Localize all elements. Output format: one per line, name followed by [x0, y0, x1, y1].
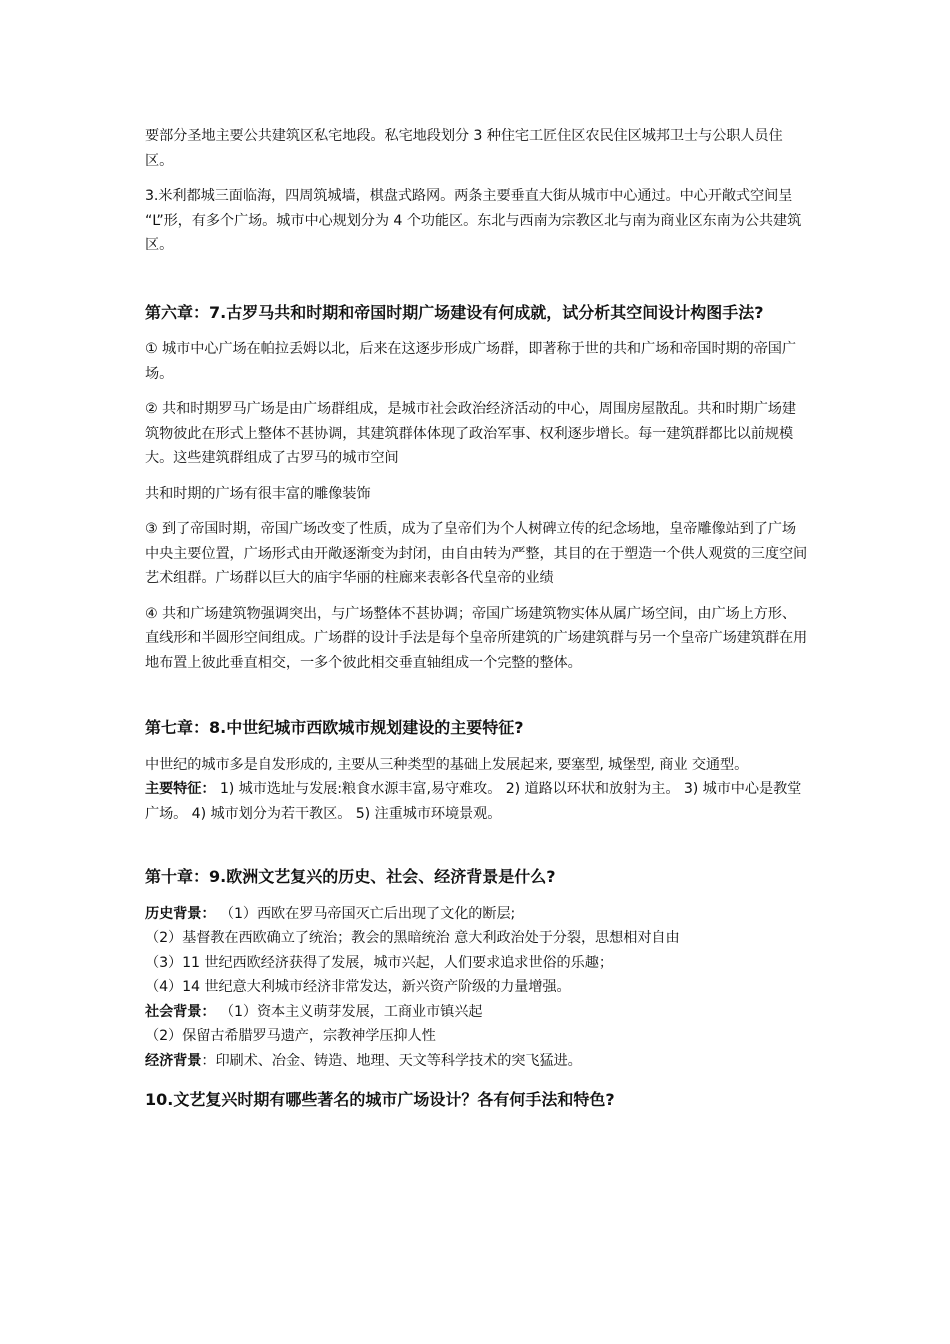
economy-line: 经济背景：印刷术、冶金、铸造、地理、天文等科学技术的突飞猛进。 — [145, 1052, 582, 1069]
society-line-2: （2）保留古希腊罗马遗产，宗教神学压抑人性 — [145, 1028, 436, 1044]
ch6-point-1: ① 城市中心广场在帕拉丢姆以北，后来在这逐步形成广场群，即著称于世的共和广场和帝国时期的帝国广场。 — [145, 341, 796, 382]
heading-chapter-7: 第七章：8.中世纪城市西欧城市规划建设的主要特征? — [145, 718, 524, 737]
society-label: 社会背景： — [145, 1003, 216, 1020]
ch6-point-3: ③ 到了帝国时期，帝国广场改变了性质，成为了皇帝们为个人树碑立传的纪念场地，皇帝雕像站到了广场中央主要位置，广场形式由开敞逐渐变为封闭，由自由转为严整，其目的在于塑造一个供人观赏的三度空间艺术组群。广场群以巨大的庙宇华丽的柱廊来表彰各代皇帝的业绩 — [145, 521, 808, 586]
heading-chapter-10: 第十章：9.欧洲文艺复兴的历史、社会、经济背景是什么? — [145, 867, 556, 886]
heading-chapter-6: 第六章：7.古罗马共和时期和帝国时期广场建设有何成就，试分析其空间设计构图手法? — [145, 302, 764, 322]
history-line-4: （4）14 世纪意大利城市经济非常发达，新兴资产阶级的力量增强。 — [145, 979, 571, 995]
ch7-intro: 中世纪的城市多是自发形成的, 主要从三种类型的基础上发展起来, 要塞型, 城堡型, 商业 交通型。 — [145, 756, 749, 773]
paragraph-greek-zoning: 要部分圣地主要公共建筑区私宅地段。私宅地段划分 3 种住宅工匠住区农民住区城邦卫士与公职人员住区。 — [145, 128, 783, 169]
history-label: 历史背景： — [145, 905, 216, 922]
paragraph-miletus: 3.米利都城三面临海，四周筑城墙，棋盘式路网。两条主要垂直大街从城市中心通过。中心开敞式空间呈 “L”形，有多个广场。城市中心规划分为 4 个功能区。东北与西南为宗教区北与南为商业区东南为公共建筑区。 — [145, 188, 802, 253]
features-text: 1) 城市选址与发展:粮食水源丰富,易守难攻。 2) 道路以环状和放射为主。 3) 城市中心是教堂广场。 4) 城市划分为若干教区。 5) 注重城市环境景观。 — [145, 781, 802, 822]
ch6-point-4: ④ 共和广场建筑物强调突出，与广场整体不甚协调；帝国广场建筑物实体从属广场空间，由广场上方形、直线形和半圆形空间组成。广场群的设计手法是每个皇帝所建筑的广场建筑群与另一个皇帝广场建筑群在用地布置上彼此垂直相交，一多个彼此相交垂直轴组成一个完整的整体。 — [145, 605, 808, 671]
ch6-point-2-note: 共和时期的广场有很丰富的雕像装饰 — [145, 485, 371, 502]
document-page — [145, 124, 808, 1114]
economy-label: 经济背景 — [145, 1052, 202, 1069]
features-label: 主要特征： — [145, 781, 216, 797]
history-line-2: （2）基督教在西欧确立了统治；教会的黑暗统治 意大利政治处于分裂，思想相对自由 — [145, 930, 680, 946]
heading-question-10: 10.文艺复兴时期有哪些著名的城市广场设计？各有何手法和特色? — [145, 1090, 615, 1109]
society-line-1: 社会背景： （1）资本主义萌芽发展，工商业市镇兴起 — [145, 1003, 483, 1020]
history-line-3: （3）11 世纪西欧经济获得了发展，城市兴起，人们要求追求世俗的乐趣； — [145, 954, 613, 971]
history-line-1: 历史背景： （1）西欧在罗马帝国灭亡后出现了文化的断层; — [145, 905, 516, 922]
ch6-point-2: ② 共和时期罗马广场是由广场群组成，是城市社会政治经济活动的中心，周围房屋散乱。共和时期广场建筑物彼此在形式上整体不甚协调，其建筑群体体现了政治军事、权利逐步增长。每一建筑群都比以前规模大。这些建筑群组成了古罗马的城市空间 — [145, 401, 796, 466]
ch7-features — [145, 777, 808, 826]
